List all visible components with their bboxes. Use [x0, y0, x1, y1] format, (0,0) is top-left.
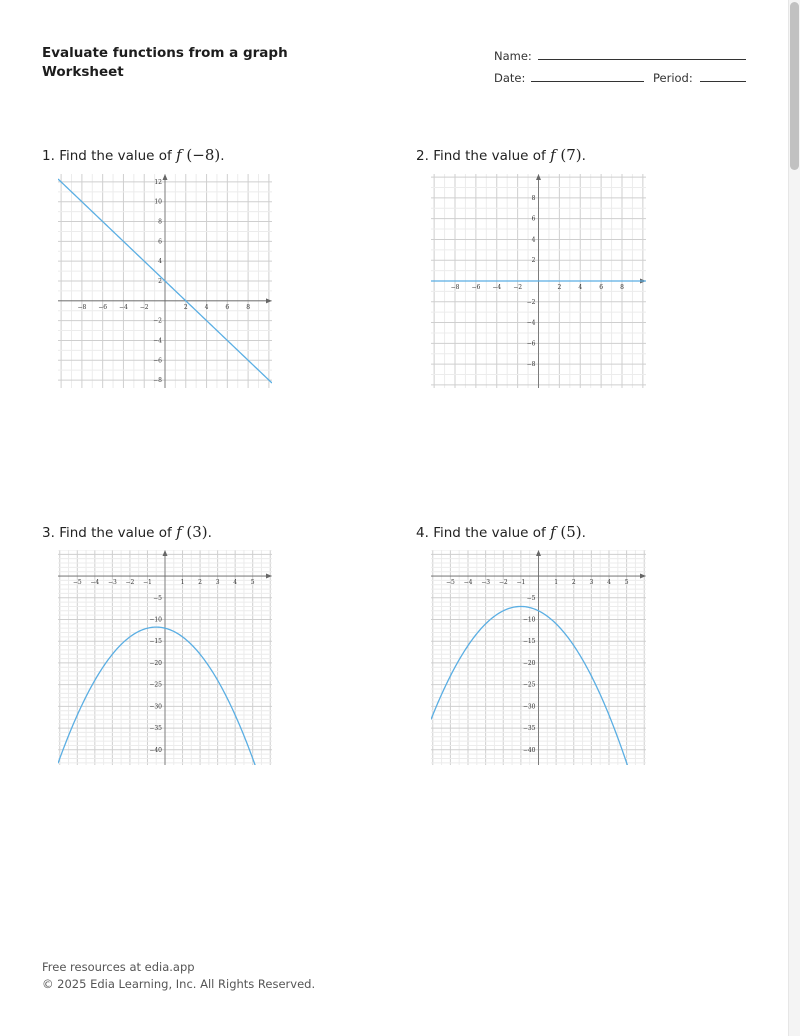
- svg-text:−6: −6: [526, 340, 536, 348]
- svg-text:2: 2: [571, 579, 576, 587]
- svg-text:8: 8: [620, 284, 624, 291]
- title-line-2: Worksheet: [42, 64, 124, 80]
- function-expression: f (3): [176, 523, 208, 541]
- svg-text:−10: −10: [149, 616, 162, 624]
- date-label: Date:: [494, 71, 526, 85]
- name-label: Name:: [494, 49, 532, 63]
- function-expression: f (7): [550, 146, 582, 164]
- svg-text:−4: −4: [526, 319, 536, 327]
- svg-text:−5: −5: [153, 594, 162, 602]
- svg-text:1: 1: [554, 579, 559, 587]
- question-text: Find the value of: [433, 525, 546, 541]
- question-text: Find the value of: [59, 148, 172, 164]
- svg-text:−8: −8: [153, 377, 162, 385]
- function-curve: [58, 627, 258, 765]
- svg-text:−3: −3: [107, 579, 117, 587]
- footer: [42, 959, 315, 993]
- graph-3: [58, 550, 272, 765]
- svg-text:4: 4: [607, 579, 611, 587]
- svg-text:8: 8: [246, 303, 251, 311]
- svg-text:2: 2: [531, 257, 536, 265]
- svg-text:8: 8: [531, 194, 536, 202]
- svg-text:−8: −8: [450, 284, 460, 291]
- svg-text:6: 6: [158, 238, 162, 246]
- svg-text:3: 3: [589, 579, 594, 587]
- svg-text:5: 5: [624, 579, 629, 587]
- svg-text:4: 4: [531, 236, 536, 244]
- svg-text:−15: −15: [522, 638, 536, 646]
- svg-text:2: 2: [557, 284, 562, 291]
- svg-text:−2: −2: [498, 579, 508, 587]
- graph-1: [58, 174, 272, 388]
- svg-text:−8: −8: [526, 361, 536, 369]
- question-4: 4. Find the value of f (5).: [416, 523, 586, 541]
- svg-text:−40: −40: [522, 746, 536, 754]
- question-2: 2. Find the value of f (7).: [416, 146, 586, 164]
- footer-resources: Free resources at edia.app: [42, 960, 195, 974]
- question-number: 3.: [42, 525, 55, 541]
- svg-text:−15: −15: [149, 638, 162, 646]
- svg-text:3: 3: [215, 579, 220, 587]
- svg-text:−6: −6: [153, 357, 162, 365]
- svg-text:−25: −25: [522, 681, 536, 689]
- svg-text:12: 12: [154, 178, 162, 186]
- svg-text:−4: −4: [463, 579, 473, 587]
- svg-text:−20: −20: [149, 659, 162, 667]
- svg-text:−8: −8: [77, 303, 87, 311]
- svg-text:−2: −2: [139, 303, 149, 311]
- svg-text:2: 2: [183, 303, 188, 311]
- worksheet-title: [42, 44, 288, 82]
- svg-text:2: 2: [158, 278, 162, 285]
- svg-text:−6: −6: [471, 284, 481, 291]
- svg-text:4: 4: [204, 303, 209, 311]
- date-field[interactable]: [531, 81, 644, 82]
- function-expression: f (5): [550, 523, 582, 541]
- svg-text:8: 8: [158, 218, 162, 226]
- svg-text:10: 10: [154, 198, 162, 206]
- title-line-1: Evaluate functions from a graph: [42, 45, 288, 61]
- graph-4: [431, 550, 646, 765]
- svg-text:−30: −30: [522, 703, 536, 711]
- svg-text:6: 6: [531, 215, 536, 223]
- svg-text:4: 4: [578, 284, 583, 291]
- svg-text:−35: −35: [149, 725, 162, 733]
- svg-text:−2: −2: [153, 317, 162, 325]
- svg-text:−2: −2: [526, 298, 536, 306]
- svg-text:4: 4: [158, 258, 162, 266]
- svg-text:4: 4: [233, 579, 238, 587]
- svg-text:6: 6: [225, 303, 230, 311]
- question-text: Find the value of: [433, 148, 546, 164]
- svg-text:6: 6: [599, 284, 604, 291]
- svg-text:−4: −4: [153, 337, 162, 345]
- scrollbar[interactable]: [788, 0, 800, 1036]
- svg-text:−5: −5: [526, 594, 536, 602]
- svg-text:−1: −1: [143, 579, 152, 587]
- svg-text:−4: −4: [119, 303, 128, 311]
- name-field[interactable]: [538, 59, 746, 60]
- svg-text:−10: −10: [522, 616, 536, 624]
- svg-text:5: 5: [250, 579, 255, 587]
- svg-text:−5: −5: [72, 579, 82, 587]
- footer-copyright: © 2025 Edia Learning, Inc. All Rights Reserved.: [42, 977, 316, 991]
- question-number: 1.: [42, 148, 55, 164]
- graph-2: [431, 174, 646, 388]
- question-1: 1. Find the value of f (−8).: [42, 146, 225, 164]
- svg-text:−2: −2: [125, 579, 135, 587]
- scrollbar-thumb[interactable]: [790, 2, 799, 170]
- svg-text:−40: −40: [149, 746, 162, 754]
- question-number: 4.: [416, 525, 429, 541]
- svg-text:−30: −30: [149, 703, 162, 711]
- svg-text:−6: −6: [98, 303, 108, 311]
- question-number: 2.: [416, 148, 429, 164]
- function-expression: f (−8): [176, 146, 221, 164]
- question-3: 3. Find the value of f (3).: [42, 523, 212, 541]
- svg-text:−1: −1: [516, 579, 526, 587]
- period-field[interactable]: [700, 81, 746, 82]
- svg-text:−3: −3: [481, 579, 491, 587]
- svg-text:−5: −5: [445, 579, 455, 587]
- svg-text:2: 2: [198, 579, 202, 587]
- svg-text:1: 1: [180, 579, 185, 587]
- svg-text:−20: −20: [522, 659, 536, 667]
- question-text: Find the value of: [59, 525, 172, 541]
- period-label: Period:: [653, 71, 693, 85]
- svg-text:−4: −4: [492, 284, 502, 291]
- svg-text:−35: −35: [522, 725, 536, 733]
- svg-text:−2: −2: [513, 284, 523, 291]
- svg-text:−25: −25: [149, 681, 162, 689]
- svg-text:−4: −4: [90, 579, 100, 587]
